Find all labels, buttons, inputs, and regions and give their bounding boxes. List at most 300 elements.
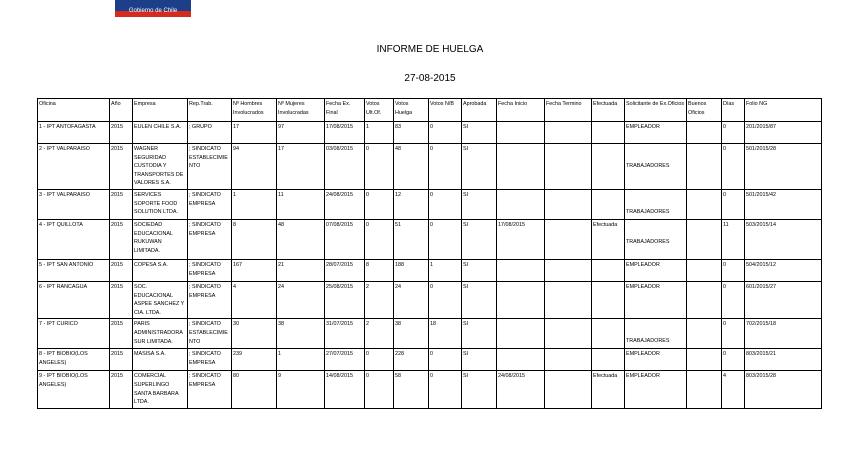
table-cell [38, 259, 110, 281]
cell-text: 11 [278, 191, 284, 198]
table-cell [545, 371, 592, 408]
cell-text: 7 - IPT CURICO [39, 321, 78, 328]
table-cell [325, 349, 365, 371]
column-header: Oficina [38, 99, 110, 122]
cell-text: SOCIEDAD EDUCACIONAL RUKUWAN LIMITADA. [134, 221, 173, 254]
cell-text: 0 [366, 146, 369, 152]
cell-text: 0 [430, 221, 433, 228]
table-cell [394, 281, 429, 318]
table-row [38, 281, 822, 318]
table-row [38, 349, 822, 371]
table-cell [429, 144, 462, 190]
table-cell [592, 371, 625, 408]
cell-text: 25/08/2015 [326, 283, 353, 290]
table-cell [38, 144, 110, 190]
table-cell [592, 122, 625, 144]
table-cell [497, 349, 545, 371]
table-cell [394, 219, 429, 259]
cell-text: EMPLEADOR [626, 261, 660, 268]
cell-text: COPESA S.A. [134, 261, 168, 268]
cell-text: ; SINDICATO EMPRESA [189, 283, 221, 299]
table-cell [722, 281, 745, 318]
table-cell [365, 281, 394, 318]
table-cell [133, 281, 188, 318]
cell-text: EMPLEADOR [626, 283, 660, 290]
report-title: INFORME DE HUELGA [376, 44, 484, 55]
table-cell [325, 122, 365, 144]
table-cell [38, 349, 110, 371]
cell-text: EULEN CHILE S.A. [134, 124, 182, 130]
table-cell [110, 281, 133, 318]
cell-text: ; GRUPO [189, 124, 212, 130]
cell-text: 24/08/2015 [326, 191, 353, 198]
cell-text: 4 - IPT QUILLOTA [39, 221, 83, 228]
table-cell [188, 144, 232, 190]
cell-text: TRABAJADORES [626, 238, 670, 245]
cell-text: 12 [395, 191, 401, 198]
table-cell [462, 281, 497, 318]
table-cell [188, 122, 232, 144]
column-header: Fecha Ex. Final [325, 99, 365, 122]
cell-text: 97 [278, 124, 284, 130]
strike-report-table [37, 98, 822, 409]
table-cell [365, 144, 394, 190]
table-cell [429, 281, 462, 318]
cell-text: 94 [233, 146, 239, 152]
cell-text: 167 [233, 261, 242, 268]
table-cell [625, 189, 687, 219]
column-header: Solicitante de Ex.Oficios [625, 99, 687, 122]
cell-text: 21 [278, 261, 284, 268]
cell-text: 31/07/2015 [326, 321, 353, 328]
table-cell [722, 259, 745, 281]
table-cell [110, 319, 133, 349]
table-cell [497, 259, 545, 281]
cell-text: TRABAJADORES [626, 163, 670, 169]
table-cell [592, 319, 625, 349]
table-row [38, 371, 822, 408]
cell-text: 14/08/2015 [326, 373, 353, 380]
table-cell [133, 122, 188, 144]
cell-text: 0 [723, 146, 726, 152]
table-row [38, 219, 822, 259]
table-cell [545, 319, 592, 349]
table-cell [277, 122, 325, 144]
table-cell [325, 144, 365, 190]
table-cell [722, 371, 745, 408]
cell-text: 503/2015/14 [746, 221, 776, 228]
table-cell [394, 122, 429, 144]
table-cell [545, 219, 592, 259]
cell-text: EMPLEADOR [626, 373, 660, 380]
cell-text: 18 [430, 321, 436, 328]
table-cell [462, 349, 497, 371]
table-cell [38, 122, 110, 144]
table-cell [110, 259, 133, 281]
table-cell [745, 122, 822, 144]
table-cell [133, 259, 188, 281]
table-cell [325, 319, 365, 349]
table-cell [277, 189, 325, 219]
cell-text: 24 [278, 283, 284, 290]
table-cell [462, 371, 497, 408]
column-header: Votos Ult.Of. [365, 99, 394, 122]
cell-text: SI [463, 261, 469, 268]
table-cell [545, 144, 592, 190]
cell-text: 803/2015/21 [746, 351, 776, 358]
table-cell [365, 259, 394, 281]
cell-text: 8 - IPT BIOBIO(LOS ANGELES) [39, 351, 88, 366]
table-cell [545, 189, 592, 219]
cell-text: 0 [723, 321, 726, 328]
cell-text: 2015 [111, 321, 123, 328]
table-cell [745, 349, 822, 371]
table-cell [38, 319, 110, 349]
cell-text: 3 - IPT VALPARAISO [39, 191, 90, 198]
table-row [38, 122, 822, 144]
table-row [38, 144, 822, 190]
table-cell [365, 371, 394, 408]
table-cell [232, 189, 277, 219]
table-cell [545, 259, 592, 281]
table-cell [394, 319, 429, 349]
table-cell [625, 122, 687, 144]
cell-text: ; SINDICATO ESTABLECIMIENTO [189, 146, 228, 170]
cell-text: 201/2015/87 [746, 124, 776, 130]
cell-text: 2 [366, 283, 369, 290]
cell-text: SERVICES SOPORTE FOOD SOLUTION LTDA. [134, 191, 178, 216]
column-header: Votos Huelga [394, 99, 429, 122]
table-cell [687, 122, 722, 144]
table-cell [429, 319, 462, 349]
table-header-row [38, 99, 822, 122]
table-cell [110, 219, 133, 259]
cell-text: 0 [430, 124, 433, 130]
table-cell [110, 122, 133, 144]
table-cell [497, 281, 545, 318]
cell-text: 2 - IPT VALPARAISO [39, 146, 90, 152]
table-cell [625, 371, 687, 408]
cell-text: 9 [278, 373, 281, 380]
table-cell [497, 189, 545, 219]
table-cell [232, 259, 277, 281]
table-cell [133, 219, 188, 259]
cell-text: PARIS ADMINISTRADORA SUR LIMITADA. [134, 321, 183, 345]
table-cell [497, 219, 545, 259]
table-cell [625, 319, 687, 349]
cell-text: 1 - IPT ANTOFAGASTA [39, 124, 96, 130]
cell-text: 0 [430, 373, 433, 380]
table-cell [687, 371, 722, 408]
table-cell [325, 371, 365, 408]
table-cell [277, 319, 325, 349]
table-cell [394, 259, 429, 281]
cell-text: 17 [278, 146, 284, 152]
cell-text: EMPLEADOR [626, 351, 660, 358]
table-cell [365, 349, 394, 371]
cell-text: 03/08/2015 [326, 146, 353, 152]
table-cell [325, 259, 365, 281]
column-header: Año [110, 99, 133, 122]
cell-text: ; SINDICATO EMPRESA [189, 221, 221, 237]
cell-text: 1 [278, 351, 281, 358]
cell-text: TRABAJADORES [626, 338, 670, 345]
column-header: Empresa [133, 99, 188, 122]
table-cell [429, 122, 462, 144]
table-cell [325, 189, 365, 219]
cell-text: 48 [278, 221, 284, 228]
cell-text: 2015 [111, 261, 123, 268]
cell-text: 17/08/2015 [326, 124, 353, 130]
cell-text: SI [463, 191, 469, 198]
table-cell [722, 349, 745, 371]
table-cell [625, 219, 687, 259]
cell-text: 702/2015/18 [746, 321, 776, 328]
cell-text: 38 [395, 321, 401, 328]
column-header: Fecha Termino [545, 99, 592, 122]
table-cell [110, 349, 133, 371]
table-cell [497, 371, 545, 408]
report-date: 27-08-2015 [404, 73, 456, 84]
cell-text: 2 [366, 321, 369, 328]
cell-text: SI [463, 321, 469, 328]
cell-text: 17 [233, 124, 239, 130]
table-cell [232, 219, 277, 259]
table-cell [722, 189, 745, 219]
cell-text: SI [463, 124, 469, 130]
cell-text: SOC. EDUCACIONAL ASPEE SANCHEZ Y CIA. LTDA. [134, 283, 185, 316]
cell-text: 0 [366, 373, 369, 380]
table-cell [722, 319, 745, 349]
table-cell [38, 219, 110, 259]
cell-text: 188 [395, 261, 404, 268]
cell-text: ; SINDICATO EMPRESA [189, 373, 221, 388]
cell-text: SI [463, 283, 469, 290]
table-cell [687, 219, 722, 259]
table-cell [277, 349, 325, 371]
table-cell [110, 371, 133, 408]
table-cell [394, 144, 429, 190]
table-cell [394, 189, 429, 219]
table-cell [745, 319, 822, 349]
cell-text: 803/2015/28 [746, 373, 776, 380]
cell-text: 504/2015/12 [746, 261, 776, 268]
cell-text: MASISA S.A. [134, 351, 166, 358]
table-cell [745, 371, 822, 408]
cell-text: SI [463, 373, 469, 380]
cell-text: TRABAJADORES [626, 208, 670, 215]
cell-text: 6 - IPT RANCAGUA [39, 283, 88, 290]
cell-text: SI [463, 146, 469, 152]
cell-text: 2015 [111, 124, 123, 130]
table-cell [687, 189, 722, 219]
cell-text: 0 [430, 146, 433, 152]
table-cell [722, 144, 745, 190]
table-cell [232, 371, 277, 408]
table-cell [687, 259, 722, 281]
table-cell [429, 219, 462, 259]
table-cell [394, 349, 429, 371]
table-cell [232, 349, 277, 371]
cell-text: 07/08/2015 [326, 221, 353, 228]
cell-text: 0 [366, 221, 369, 228]
column-header: Buenos Oficios [687, 99, 722, 122]
column-header: Días [722, 99, 745, 122]
cell-text: ; SINDICATO ESTABLECIMIENTO [189, 321, 228, 345]
cell-text: 2015 [111, 191, 123, 198]
table-cell [745, 219, 822, 259]
cell-text: 2015 [111, 351, 123, 358]
table-cell [232, 319, 277, 349]
cell-text: SI [463, 221, 469, 228]
table-cell [325, 219, 365, 259]
cell-text: 0 [366, 191, 369, 198]
cell-text: 83 [395, 124, 401, 130]
table-cell [38, 371, 110, 408]
table-cell [38, 281, 110, 318]
table-cell [232, 122, 277, 144]
table-cell [625, 259, 687, 281]
table-cell [687, 281, 722, 318]
table-cell [687, 349, 722, 371]
cell-text: 24 [395, 283, 401, 290]
cell-text: 38 [278, 321, 284, 328]
table-cell [133, 319, 188, 349]
table-cell [188, 219, 232, 259]
table-cell [38, 189, 110, 219]
cell-text: 2015 [111, 146, 123, 152]
table-cell [133, 371, 188, 408]
cell-text: 48 [395, 146, 401, 152]
cell-text: Efectuada [593, 221, 618, 228]
table-row [38, 189, 822, 219]
cell-text: 27/07/2015 [326, 351, 353, 358]
table-cell [133, 349, 188, 371]
cell-text: 17/08/2015 [498, 221, 525, 228]
table-cell [365, 189, 394, 219]
table-cell [394, 371, 429, 408]
table-cell [497, 319, 545, 349]
table-cell [625, 281, 687, 318]
cell-text: COMERCIAL SUPERLINGO SANTA BARBARA LTDA. [134, 373, 179, 406]
table-cell [592, 189, 625, 219]
table-cell [462, 122, 497, 144]
column-header: Votos N/B [429, 99, 462, 122]
table-cell [592, 144, 625, 190]
table-cell [745, 144, 822, 190]
table-cell [625, 349, 687, 371]
cell-text: 11 [723, 221, 729, 228]
table-cell [429, 371, 462, 408]
table-cell [745, 281, 822, 318]
table-cell [188, 259, 232, 281]
table-cell [462, 144, 497, 190]
cell-text: 28/07/2015 [326, 261, 353, 268]
cell-text: 0 [723, 124, 726, 130]
table-cell [462, 189, 497, 219]
cell-text: ; SINDICATO EMPRESA [189, 351, 221, 366]
cell-text: 8 [233, 221, 236, 228]
cell-text: 8 [366, 261, 369, 268]
cell-text: 0 [723, 283, 726, 290]
table-cell [188, 281, 232, 318]
cell-text: 5 - IPT SAN ANTONIO [39, 261, 94, 268]
table-cell [429, 259, 462, 281]
cell-text: EMPLEADOR [626, 124, 660, 130]
table-cell [722, 122, 745, 144]
cell-text: ; SINDICATO EMPRESA [189, 261, 221, 277]
column-header: Aprobada [462, 99, 497, 122]
table-cell [277, 371, 325, 408]
column-header: Nº Mujeres Involucradas [277, 99, 325, 122]
cell-text: 2015 [111, 221, 123, 228]
cell-text: 58 [395, 373, 401, 380]
cell-text: 228 [395, 351, 404, 358]
table-cell [188, 349, 232, 371]
table-cell [110, 144, 133, 190]
table-row [38, 259, 822, 281]
table-cell [462, 219, 497, 259]
cell-text: 0 [366, 351, 369, 358]
table-cell [277, 281, 325, 318]
gobierno-logo [115, 0, 191, 17]
table-cell [188, 371, 232, 408]
table-cell [592, 259, 625, 281]
cell-text: 501/2015/42 [746, 191, 776, 198]
table-cell [133, 189, 188, 219]
cell-text: 0 [723, 351, 726, 358]
cell-text: 1 [233, 191, 236, 198]
table-cell [745, 189, 822, 219]
table-cell [592, 349, 625, 371]
cell-text: 601/2015/27 [746, 283, 776, 290]
cell-text: 0 [430, 283, 433, 290]
cell-text: 24/08/2015 [498, 373, 525, 380]
cell-text: 0 [723, 191, 726, 198]
table-cell [188, 319, 232, 349]
table-cell [545, 122, 592, 144]
cell-text: ; SINDICATO EMPRESA [189, 191, 221, 207]
table-cell [365, 219, 394, 259]
table-cell [325, 281, 365, 318]
table-cell [592, 281, 625, 318]
table-cell [365, 122, 394, 144]
table-cell [545, 349, 592, 371]
table-cell [429, 189, 462, 219]
cell-text: 501/2015/28 [746, 146, 776, 152]
table-cell [722, 219, 745, 259]
cell-text: 0 [723, 261, 726, 268]
column-header: Efectuada [592, 99, 625, 122]
column-header: Fecha Inicio [497, 99, 545, 122]
cell-text: 2015 [111, 283, 123, 290]
table-cell [429, 349, 462, 371]
cell-text: Efectuada [593, 373, 618, 380]
cell-text: 4 [723, 373, 726, 380]
table-cell [497, 122, 545, 144]
table-cell [462, 319, 497, 349]
table-cell [462, 259, 497, 281]
cell-text: 4 [233, 283, 236, 290]
cell-text: 1 [430, 261, 433, 268]
cell-text: 30 [233, 321, 239, 328]
table-cell [687, 319, 722, 349]
cell-text: 0 [430, 351, 433, 358]
table-cell [188, 189, 232, 219]
table-row [38, 319, 822, 349]
column-header: Rep.Trab. [188, 99, 232, 122]
table-cell [277, 259, 325, 281]
